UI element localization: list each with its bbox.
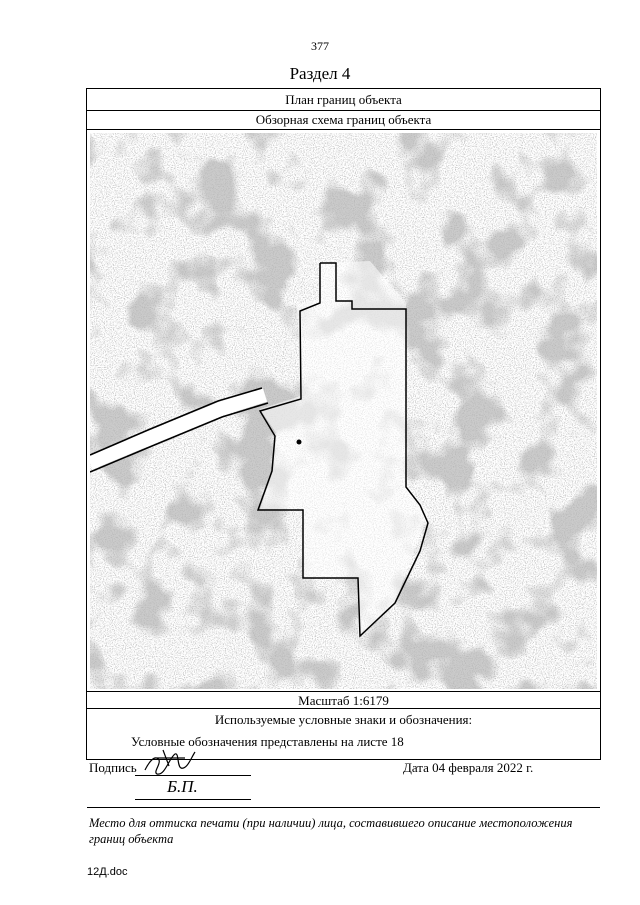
legend-header: Используемые условные знаки и обозначения: — [214, 712, 473, 727]
overview-label: Обзорная схема границ объекта — [87, 111, 600, 130]
map-svg — [90, 133, 597, 689]
scale-label: Масштаб 1:6179 — [87, 691, 600, 709]
footer-filename: 12Д.doc — [87, 866, 128, 878]
section-title: Раздел 4 — [289, 64, 351, 83]
stamp-divider — [87, 807, 600, 808]
page-number: 377 — [311, 39, 329, 53]
date-text: Дата 04 февраля 2022 г. — [403, 760, 534, 775]
signature-initials: Б.П. — [167, 777, 198, 796]
overview-map — [90, 133, 597, 689]
stamp-caption: Место для оттиска печати (при наличии) лица, составившего описание местоположения границ объекта — [89, 816, 573, 846]
plan-header: План границ объекта — [87, 89, 600, 111]
signature-line — [135, 775, 251, 776]
initials-line — [135, 799, 251, 800]
legend-note: Условные обозначения представлены на листе 18 — [131, 734, 404, 749]
object-marker — [297, 440, 302, 445]
plan-frame — [86, 88, 601, 846]
signature-label: Подпись — [89, 760, 137, 775]
